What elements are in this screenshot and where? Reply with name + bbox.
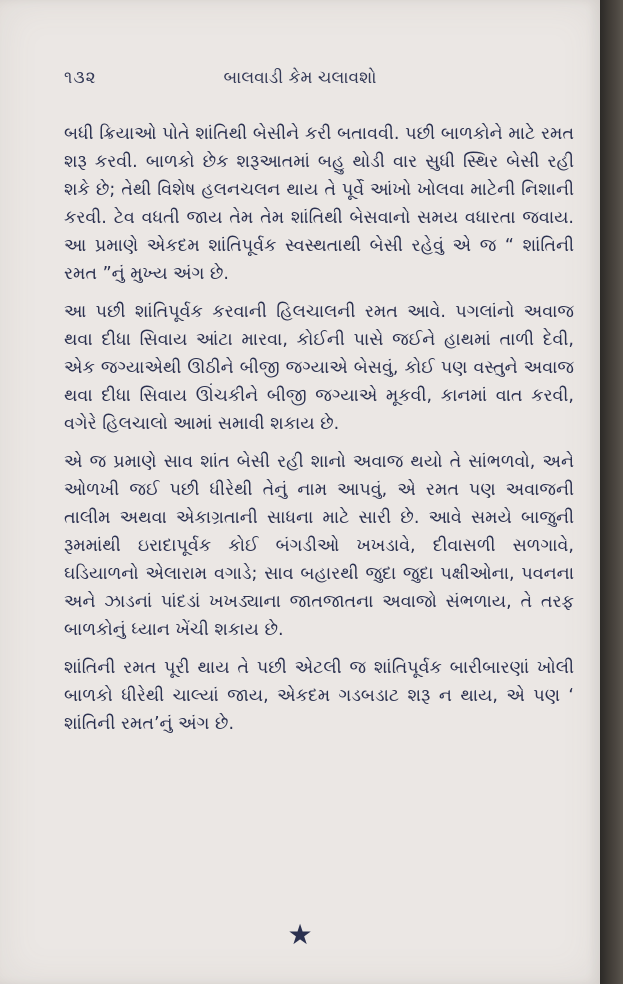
page-number: ૧૩૨ [64,68,97,88]
paragraph-2: આ પછી શાંતિપૂર્વક કરવાની હિલચાલની રમત આવે. પગલાંનો અવાજ થવા દીધા સિવાય આંટા મારવા, કોઈની પાસે જઈને હાથમાં તાળી દેવી, એક જગ્યાએથી ઊઠીને બીજી જગ્યાએ બેસવું, કોઈ પણ વસ્તુને અવાજ થવા દીધા સિવાય ઊંચકીને બીજી જગ્યાએ મૂકવી, કાનમાં વાત કરવી, વગેરે હિલચાલો આમાં સમાવી શકાય છે. [64,302,574,434]
paragraph-1: બધી ક્રિયાઓ પોતે શાંતિથી બેસીને કરી બતાવવી. પછી બાળકોને માટે રમત શરૂ કરવી. બાળકો છેક શરૂઆતમાં બહુ થોડી વાર સુધી સ્થિર બેસી રહી શકે છે; તેથી વિશેષ હલનચલન થાય તે પૂર્વે આંખો ખોલવા માટેની નિશાની કરવી. ટેવ વધતી જાય તેમ તેમ શાંતિથી બેસવાનો સમય વધારતા જવાય. આ પ્રમાણે એકદમ શાંતિપૂર્વક સ્વસ્થતાથી બેસી રહેવું એ જ “ શાંતિની રમત ”નું મુખ્ય અંગ છે. [64,124,574,284]
running-title: બાલવાડી કેમ ચલાવશો [223,68,377,88]
paragraph-3: એ જ પ્રમાણે સાવ શાંત બેસી રહી શાનો અવાજ થયો તે સાંભળવો, અને ઓળખી જઈ પછી ધીરેથી તેનું નામ આપવું, એ રમત પણ અવાજની તાલીમ અથવા એકાગ્રતાની સાધના માટે સારી છે. આવે સમયે બાજુની રૂમમાંથી ઇરાદાપૂર્વક કોઈ બંગડીઓ ખખડાવે, દીવાસળી સળગાવે, ઘડિયાળનો એલારામ વગાડે; સાવ બહારથી જુદા જુદા પક્ષીઓના, પવનના અને ઝાડનાં પાંદડાં ખખડ્યાના જાતજાતના અવાજો સંભળાય, તે તરફ બાળકોનું ધ્યાન ખેંચી શકાય છે. [64,452,574,640]
page-edge [600,0,623,984]
star-ornament-icon: ★ [287,918,313,951]
paragraph-4: શાંતિની રમત પૂરી થાય તે પછી એટલી જ શાંતિપૂર્વક બારીબારણાં ખોલી બાળકો ધીરેથી ચાલ્યાં જાય, એકદમ ગડબડાટ શરૂ ન થાય, એ પણ ‘ શાંતિની રમત’નું અંગ છે. [64,658,574,734]
page-header [0,68,600,98]
body-text [64,120,574,748]
